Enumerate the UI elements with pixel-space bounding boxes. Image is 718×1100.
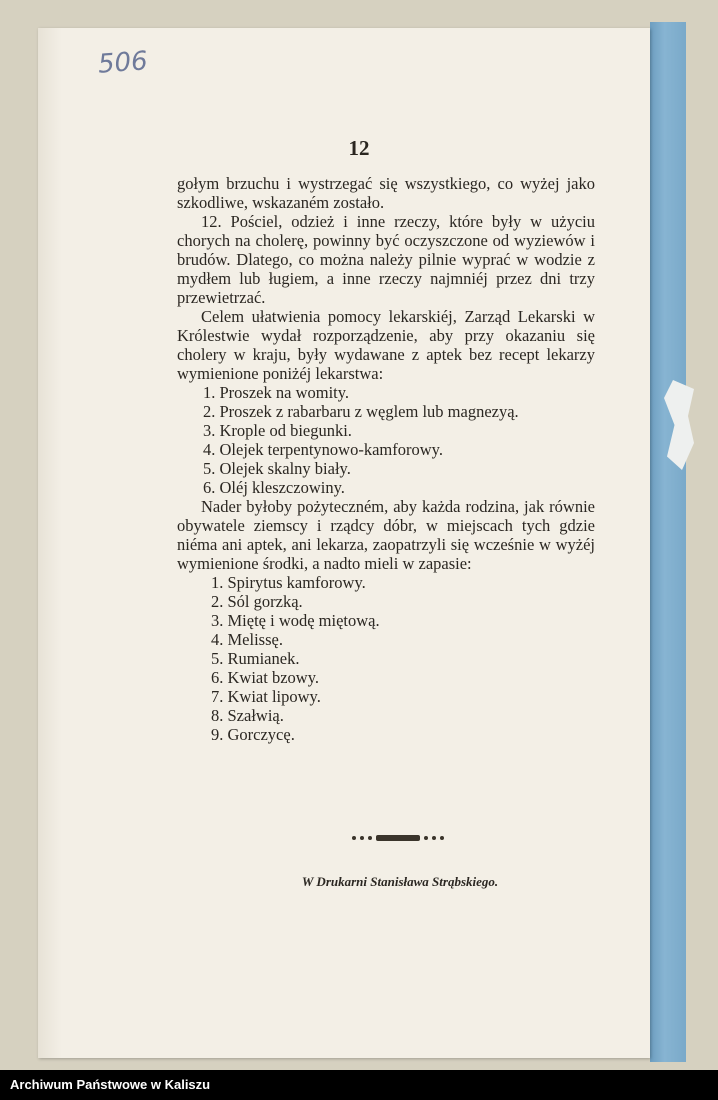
list-item: 2. Proszek z rabarbaru z węglem lub magnezyą.: [203, 402, 519, 421]
list-item: 4. Olejek terpentynowo-kamforowy.: [203, 440, 443, 459]
list-item: 7. Kwiat lipowy.: [211, 687, 321, 706]
list-item: 8. Szałwią.: [211, 706, 284, 725]
paragraph-continuation: gołym brzuchu i wystrzegać się wszystkiego, co wyżej jako szkodliwe, wskazaném zostało.: [177, 174, 595, 212]
medicine-list: [177, 383, 595, 497]
list-item: 1. Spirytus kamforowy.: [211, 573, 366, 592]
body-text: [177, 174, 595, 744]
list-item: 2. Sól gorzką.: [211, 592, 303, 611]
list-item: 5. Olejek skalny biały.: [203, 459, 351, 478]
paragraph-supplies: Nader byłoby pożyteczném, aby każda rodzina, jak równie obywatele ziemscy i rządcy dóbr, w miejscach tych gdzie niéma ani aptek, ani lekarza, zaopatrzyli się wcześnie w wyżéj wymienione środki, a nadto mieli w zapasie:: [177, 497, 595, 573]
list-item: 3. Miętę i wodę miętową.: [211, 611, 380, 630]
list-item: 6. Oléj kleszczowiny.: [203, 478, 345, 497]
paragraph-item-12: 12. Pościel, odzież i inne rzeczy, które były w użyciu chorych na cholerę, powinny być oczyszczone od wyziewów i brudów. Dlatego, co można należy pilnie wyprać w wodzie z mydłem lub ługiem, a inne rzeczy najmniéj przez dni trzy przewietrzać.: [177, 212, 595, 307]
supplies-list: [177, 573, 595, 744]
archive-name: Archiwum Państwowe w Kaliszu: [10, 1077, 211, 1092]
page-number: 12: [348, 136, 370, 160]
handwritten-archive-number: 506: [97, 46, 149, 80]
list-item: 4. Melissę.: [211, 630, 283, 649]
printer-imprint: W Drukarni Stanisława Strąbskiego.: [301, 874, 499, 889]
list-item: 1. Proszek na womity.: [203, 383, 350, 402]
decorative-ornament: [350, 832, 446, 844]
list-item: 5. Rumianek.: [211, 649, 300, 668]
paragraph-medical-board: Celem ułatwienia pomocy lekarskiéj, Zarząd Lekarski w Królestwie wydał rozporządzenie, aby przy okazaniu się cholery w kraju, były wydawane z aptek bez recept lekarzy wymienione poniżéj lekarstwa:: [177, 307, 595, 383]
list-item: 9. Gorczycę.: [211, 725, 295, 744]
list-item: 3. Krople od biegunki.: [203, 421, 352, 440]
page-fold-shadow: [38, 28, 62, 1058]
archive-footer-bar: [0, 1070, 718, 1100]
blue-binding-spine: [650, 22, 686, 1062]
list-item: 6. Kwiat bzowy.: [211, 668, 319, 687]
